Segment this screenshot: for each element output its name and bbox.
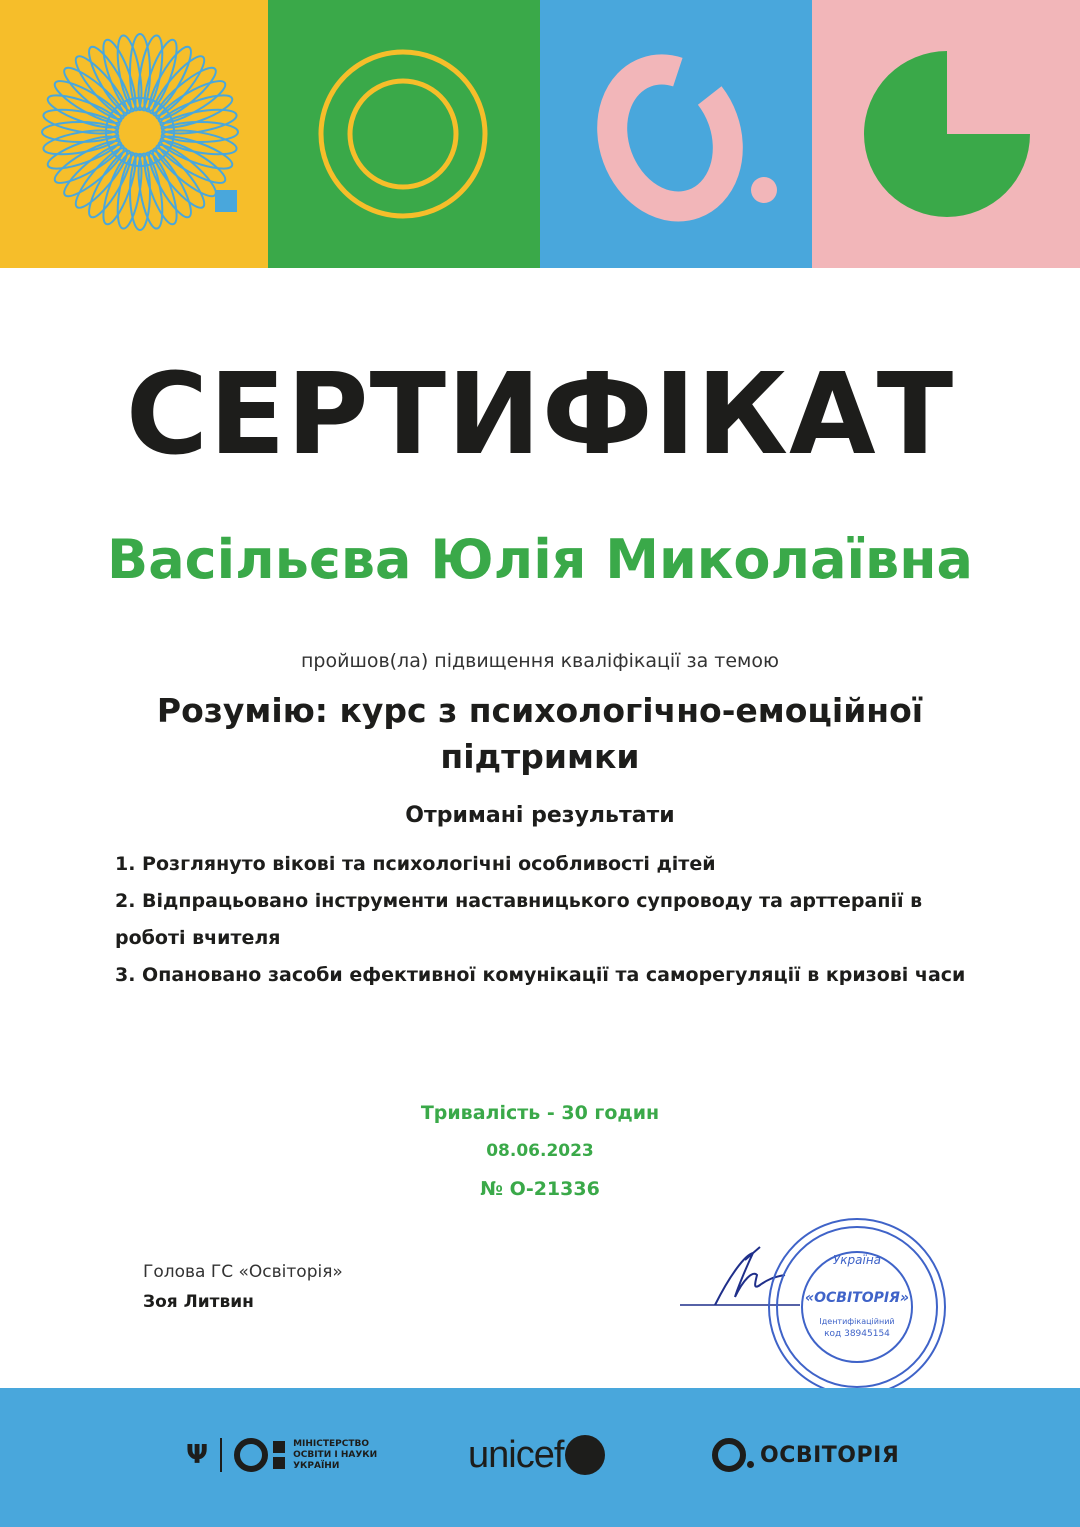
circle-icon [268, 0, 540, 268]
header-banner [0, 0, 1080, 268]
brush-circle-icon [540, 0, 812, 268]
ministry-logo [186, 1400, 383, 1510]
sunburst-icon [0, 0, 268, 268]
official-seal [762, 1212, 952, 1402]
recipient-name: Васільєва Юлія Миколаївна [107, 528, 973, 591]
results-title: Отримані результати [405, 803, 675, 828]
unicef-logo [468, 1400, 605, 1510]
pie-icon [812, 0, 1080, 268]
pink-panel [812, 0, 1080, 268]
result-item: 2. Відпрацьовано інструменти наставницького супроводу та арттерапії в роботі вчителя [115, 890, 923, 949]
course-title: Розумію: курс з психологічно-емоційної підтримки [156, 691, 924, 776]
svg-text:«ОСВІТОРІЯ»: «ОСВІТОРІЯ» [805, 1290, 909, 1306]
osvitoria-logo [712, 1400, 899, 1510]
yellow-panel [0, 0, 268, 268]
result-item: 3. Опановано засоби ефективної комунікації та саморегуляції в кризові часи [115, 964, 966, 986]
osvitoria-wordmark: ОСВІТОРІЯ [760, 1442, 900, 1468]
passed-text: пройшов(ла) підвищення кваліфікації за темою [300, 650, 779, 672]
trident-icon: Ψ [186, 1440, 209, 1470]
unicef-emblem-icon [565, 1435, 605, 1475]
unicef-wordmark: unicef [468, 1433, 564, 1476]
duration: Тривалість - 30 годин [420, 1102, 660, 1124]
green-panel [268, 0, 540, 268]
ministry-name: МІНІСТЕРСТВО ОСВІТИ І НАУКИ УКРАЇНИ [293, 1438, 378, 1471]
certificate-title: СЕРТИФІКАТ [125, 350, 955, 480]
certificate-number: № О-21336 [480, 1178, 600, 1200]
signatory-role: Голова ГС «Освіторія» [143, 1262, 343, 1282]
svg-text:код 38945154: код 38945154 [824, 1329, 890, 1339]
result-item: 1. Розглянуто вікові та психологічні особливості дітей [115, 853, 716, 875]
signatory-name: Зоя Литвин [143, 1292, 254, 1312]
issue-date: 08.06.2023 [486, 1141, 594, 1161]
results-list [115, 846, 975, 994]
blue-panel [540, 0, 812, 268]
svg-text:Україна: Україна [832, 1253, 882, 1267]
svg-text:Ідентифікаційний: Ідентифікаційний [819, 1317, 895, 1326]
